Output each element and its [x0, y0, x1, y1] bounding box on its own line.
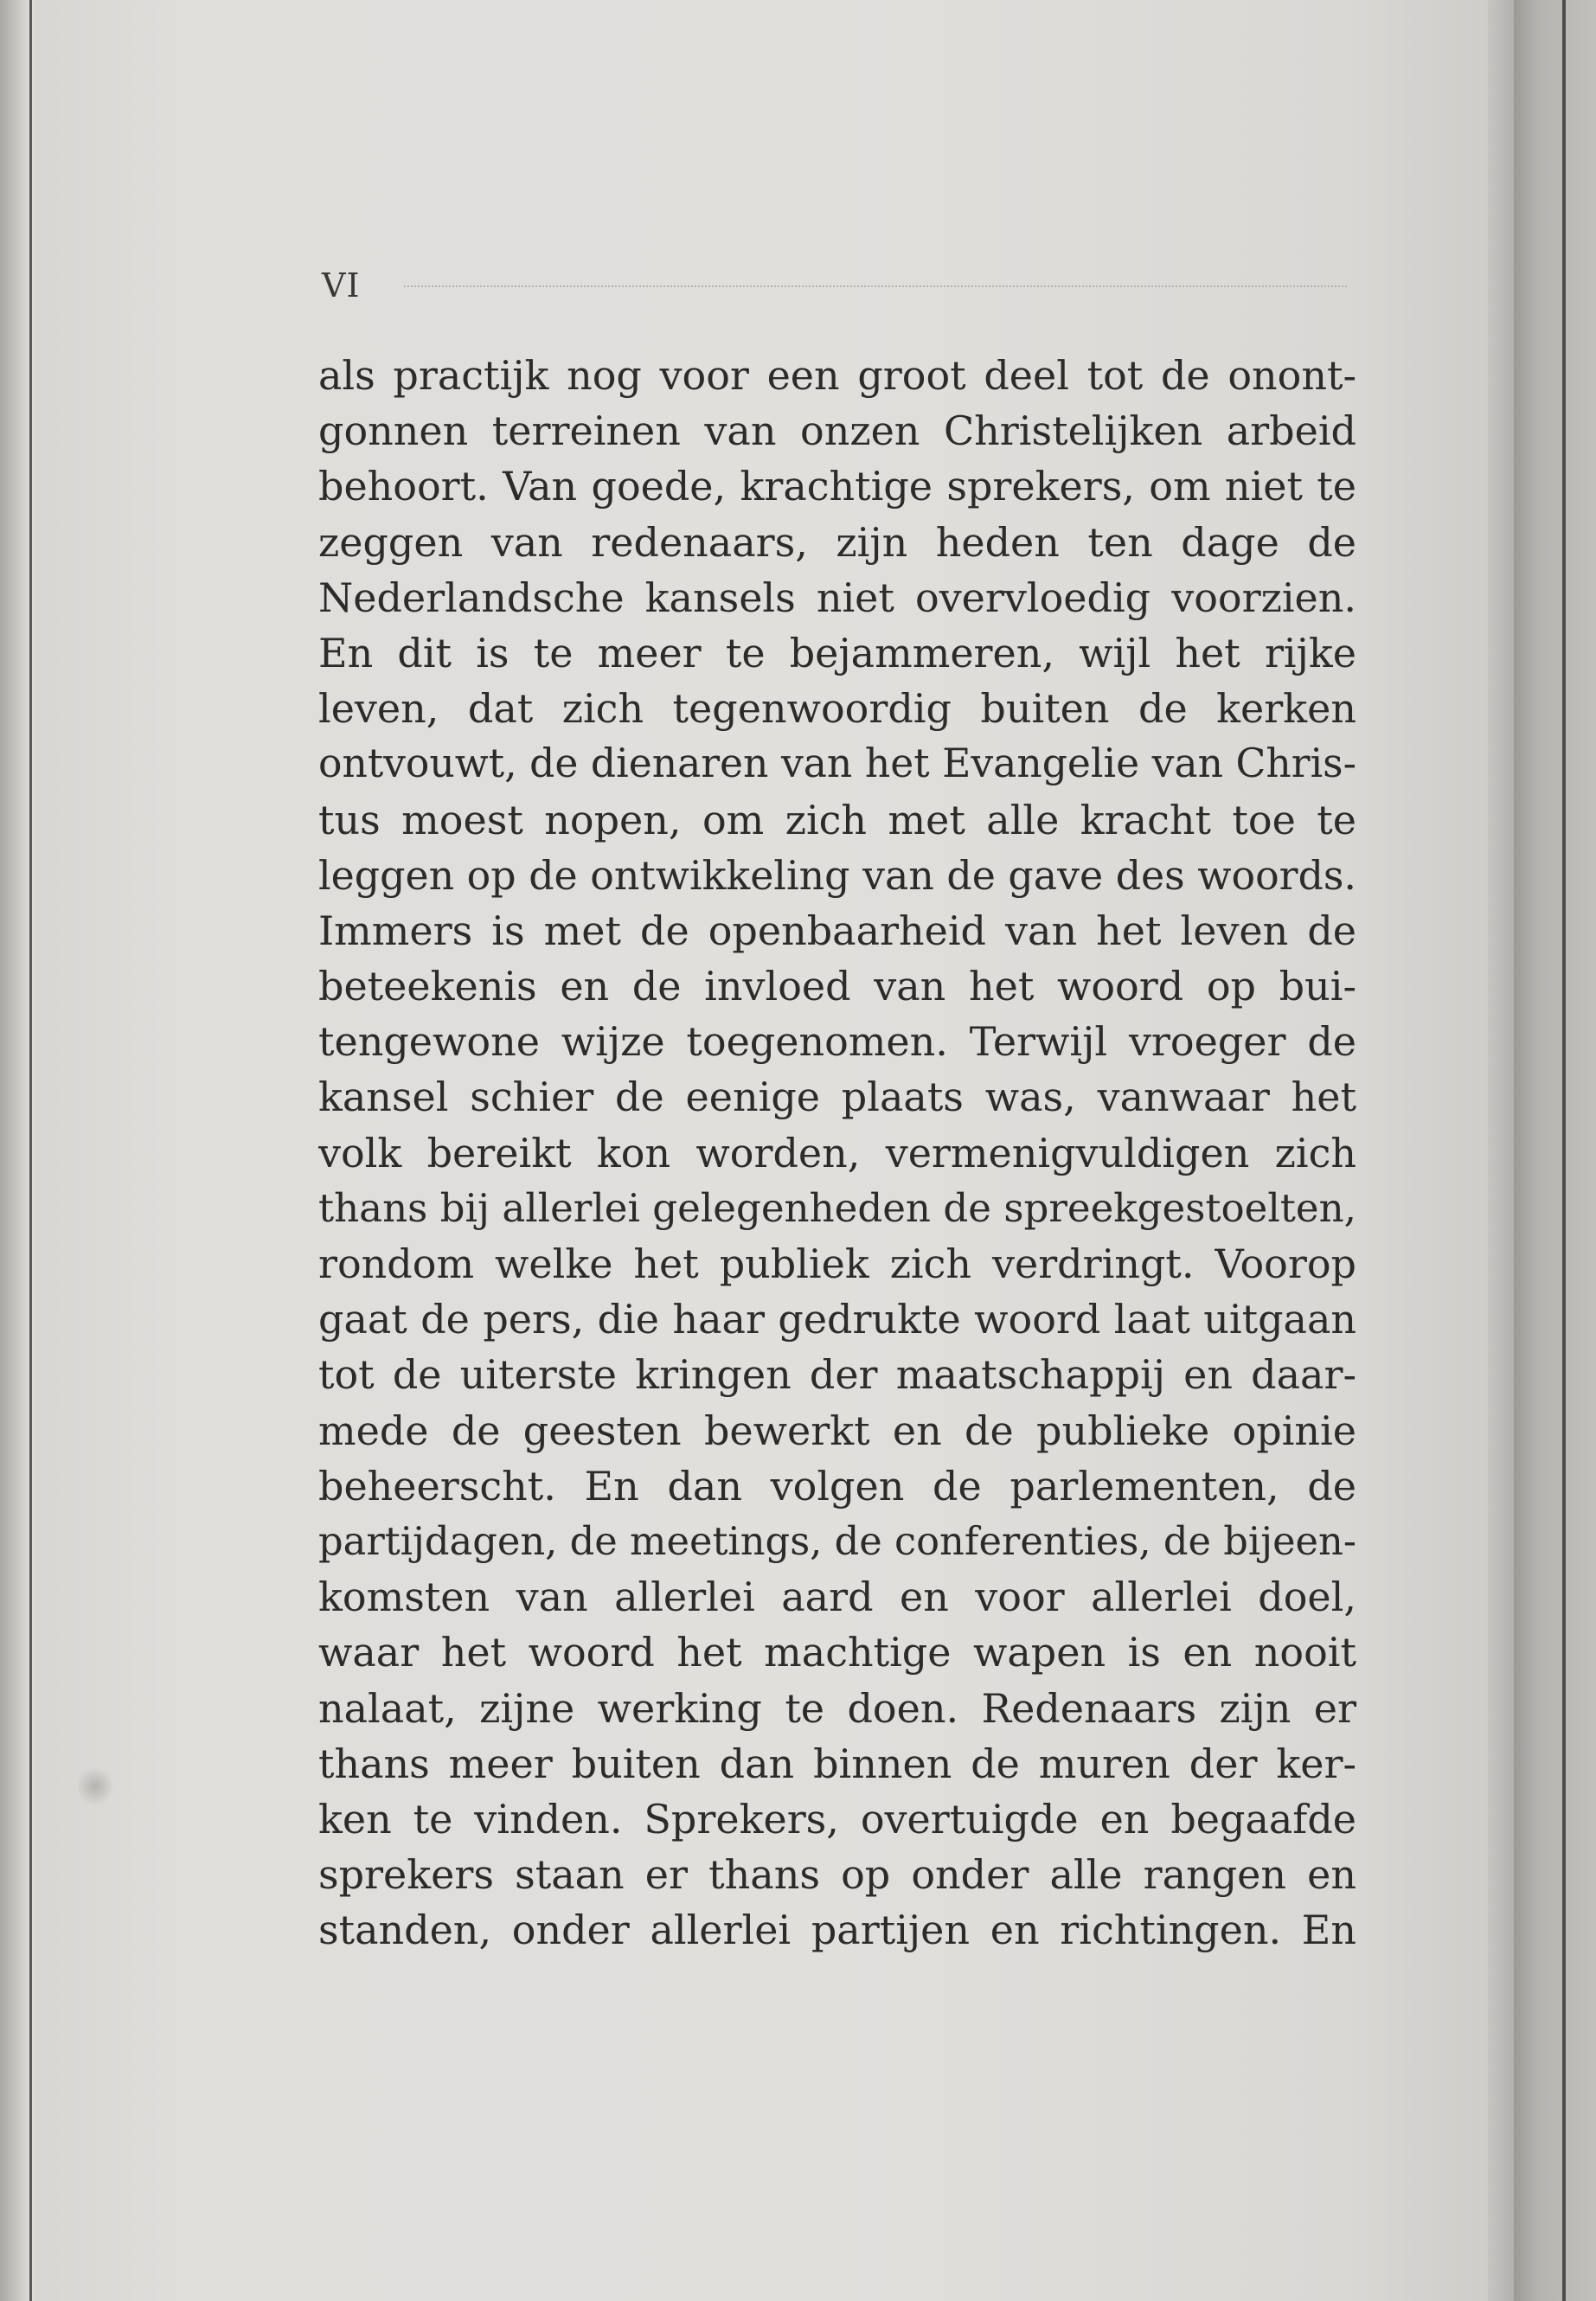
book-spine-left [0, 0, 29, 2301]
text-line: partijdagen, de meetings, de conferenties, de bijeen- [318, 1517, 1356, 1564]
binding-edge-right [1562, 0, 1566, 2301]
page-edge-right [1488, 0, 1514, 2301]
text-line: leven, dat zich tegenwoordig buiten de kerken [318, 685, 1356, 733]
text-line: standen, onder allerlei partijen en richtingen. En [318, 1907, 1356, 1954]
text-line: volk bereikt kon worden, vermenigvuldigen zich [318, 1129, 1356, 1176]
text-line: thans meer buiten dan binnen de muren der ker- [318, 1740, 1356, 1787]
page-number: VI [322, 266, 361, 304]
text-line: tengewone wijze toegenomen. Terwijl vroeger de [318, 1018, 1356, 1066]
text-line: zeggen van redenaars, zijn heden ten dage de [318, 518, 1356, 566]
text-line: sprekers staan er thans op onder alle rangen en [318, 1851, 1356, 1899]
text-line: komsten van allerlei aard en voor allerlei doel, [318, 1574, 1356, 1621]
text-line: Nederlandsche kansels niet overvloedig voorzien. [318, 574, 1356, 621]
text-line: Immers is met de openbaarheid van het leven de [318, 907, 1356, 954]
text-line: tot de uiterste kringen der maatschappij en daar- [318, 1351, 1356, 1399]
text-line: gaat de pers, die haar gedrukte woord laat uitgaan [318, 1296, 1356, 1343]
text-line: beheerscht. En dan volgen de parlementen, de [318, 1462, 1356, 1509]
text-line: behoort. Van goede, krachtige sprekers, om niet te [318, 463, 1356, 510]
text-line: thans bij allerlei gelegenheden de spreekgestoelten, [318, 1184, 1356, 1231]
text-line: kansel schier de eenige plaats was, vanwaar het [318, 1074, 1356, 1121]
text-line: leggen op de ontwikkeling van de gave des woords. [318, 851, 1356, 899]
text-line: ontvouwt, de dienaren van het Evangelie van Chris- [318, 740, 1356, 787]
paper-smudge [78, 1765, 112, 1808]
text-line: nalaat, zijne werking te doen. Redenaars zijn er [318, 1684, 1356, 1732]
text-line: mede de geesten bewerkt en de publieke opinie [318, 1407, 1356, 1454]
text-line: beteekenis en de invloed van het woord op bui- [318, 963, 1356, 1010]
book-cover-right [1514, 0, 1596, 2301]
text-line: waar het woord het machtige wapen is en nooit [318, 1629, 1356, 1676]
text-line: gonnen terreinen van onzen Christelijken arbeid [318, 407, 1356, 455]
text-line: tus moest nopen, om zich met alle kracht toe te [318, 796, 1356, 843]
running-header [322, 260, 1360, 311]
text-line: En dit is te meer te bejammeren, wijl het rijke [318, 629, 1356, 676]
header-rule [404, 285, 1347, 287]
text-line: ken te vinden. Sprekers, overtuigde en begaafde [318, 1795, 1356, 1843]
text-line: als practijk nog voor een groot deel tot de onont- [318, 352, 1356, 399]
binding-edge-left [29, 0, 32, 2301]
body-text [318, 348, 1356, 1958]
text-line: rondom welke het publiek zich verdringt. Voorop [318, 1240, 1356, 1287]
